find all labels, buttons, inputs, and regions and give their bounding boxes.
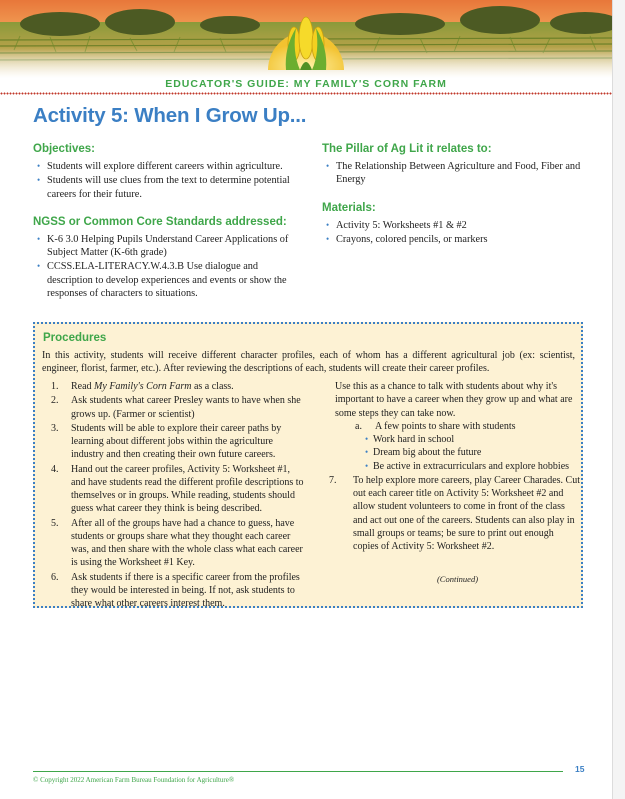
procedure-step bbox=[47, 422, 304, 462]
right-column bbox=[322, 143, 592, 247]
pillar-heading: The Pillar of Ag Lit it relates to: bbox=[322, 143, 492, 155]
list-item: • The Relationship Between Agriculture and Food, Fiber and Energy bbox=[322, 160, 592, 187]
list-item: • K-6 3.0 Helping Pupils Understand Career Applications of Subject Matter (K-6th grade) bbox=[33, 233, 303, 260]
sub-point: • Dream big about the future bbox=[343, 446, 580, 459]
sub-step-letter: a. bbox=[355, 420, 362, 432]
step-text: Hand out the career profiles, Activity 5: Worksheet #1, and have students read the different profile descriptions to themselves or in groups. While reading, students should guess what career they think is being described. bbox=[71, 463, 304, 515]
procedures-box bbox=[33, 322, 583, 608]
list-item: • Activity 5: Worksheets #1 & #2 bbox=[322, 219, 592, 232]
step-text: Ask students what career Presley wants to have when she grows up. (Farmer or scientist) bbox=[71, 395, 301, 420]
list-item: • Students will explore different careers within agriculture. bbox=[33, 160, 303, 173]
list-item: • Students will use clues from the text to determine potential careers for their future. bbox=[33, 174, 303, 201]
step-text: Read bbox=[71, 381, 95, 392]
procedure-step bbox=[47, 463, 304, 516]
page-edge bbox=[612, 0, 625, 799]
list-item: • CCSS.ELA-LITERACY.W.4.3.B Use dialogue and description to develop experiences and events or show the responses of characters to situations. bbox=[33, 260, 303, 300]
procedures-left-column bbox=[47, 380, 304, 611]
materials-heading: Materials: bbox=[322, 201, 376, 214]
step-number: 3. bbox=[51, 422, 59, 434]
sub-point: • Work hard in school bbox=[343, 433, 580, 446]
sub-step bbox=[343, 420, 580, 433]
procedures-heading: Procedures bbox=[43, 332, 107, 344]
header-banner bbox=[0, 0, 612, 78]
header-dotted-divider bbox=[0, 92, 612, 95]
objectives-heading: Objectives: bbox=[33, 143, 95, 155]
objectives-list bbox=[33, 160, 303, 201]
pillar-list bbox=[322, 160, 592, 187]
step-number: 6. bbox=[51, 571, 59, 583]
step-number: 5. bbox=[51, 517, 59, 529]
guide-title: EDUCATOR'S GUIDE: MY FAMILY'S CORN FARM bbox=[165, 78, 447, 90]
procedures-right-column bbox=[329, 380, 580, 587]
standards-heading: NGSS or Common Core Standards addressed: bbox=[33, 215, 287, 228]
step-number: 7. bbox=[329, 474, 337, 486]
procedure-step bbox=[47, 517, 304, 570]
procedure-step bbox=[47, 380, 304, 393]
copyright-text: © Copyright 2022 American Farm Bureau Foundation for Agriculture® bbox=[33, 776, 235, 784]
materials-list bbox=[322, 219, 592, 247]
cornfield-photo bbox=[0, 0, 612, 78]
page-title: Activity 5: When I Grow Up... bbox=[33, 104, 307, 127]
sub-step-text: A few points to share with students bbox=[375, 420, 516, 432]
step-continuation: Use this as a chance to talk with students about why it's important to have a career when they grow up and what are some steps they can take now. bbox=[335, 381, 573, 419]
footer-divider bbox=[33, 771, 563, 772]
step-text: After all of the groups have had a chance to guess, have students or groups share what they thought each career was, and then share with the whole class what each career is using the Worksheet #1 Key. bbox=[71, 517, 303, 569]
step-text: Ask students if there is a specific career from the profiles they would be interested in being. If not, ask students to share what other careers interest them. bbox=[71, 571, 300, 609]
sub-point: • Be active in extracurriculars and explore hobbies bbox=[343, 460, 580, 473]
left-column bbox=[33, 143, 303, 301]
standards-list bbox=[33, 233, 303, 300]
book-title: My Family's Corn Farm bbox=[94, 381, 192, 392]
procedure-step bbox=[47, 394, 304, 421]
procedure-step bbox=[47, 571, 304, 611]
procedure-step bbox=[329, 474, 580, 554]
step-text: To help explore more careers, play Career Charades. Cut out each career title on Activity 5: Worksheet #2 and allow student volunteers to come in front of the class and act out one of the careers. Students can also play in small groups or teams; be sure to print out enough copies of Activity 5: Worksheet #2. bbox=[353, 474, 580, 552]
continued-note: (Continued) bbox=[436, 574, 479, 585]
page-number: 15 bbox=[575, 764, 585, 774]
step-number: 1. bbox=[51, 381, 59, 392]
procedures-intro: In this activity, students will receive different character profiles, each of whom has a different agricultural job (ex: scientist, engineer, florist, farmer, etc.). After reviewing the descriptions of each, students will create their career profiles. bbox=[42, 350, 575, 375]
list-item: • Crayons, colored pencils, or markers bbox=[322, 233, 592, 246]
step-number: 2. bbox=[51, 395, 59, 407]
step-text: as a class. bbox=[191, 381, 234, 392]
step-number: 4. bbox=[51, 463, 59, 475]
step-text: Students will be able to explore their career paths by learning about different jobs within the agriculture industry and then creating their own future careers. bbox=[71, 422, 282, 461]
